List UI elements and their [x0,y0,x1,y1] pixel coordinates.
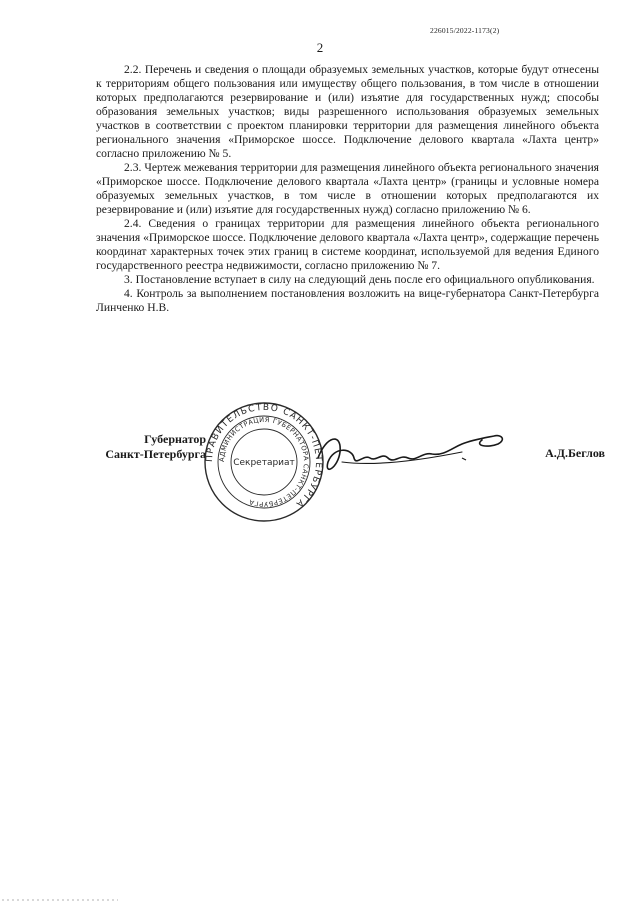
seal-center-text: Секретариат [233,458,295,468]
scan-edge-mark [0,897,120,903]
signatory-title [96,432,206,462]
seal-inner-text: АДМИНИСТРАЦИЯ ГУБЕРНАТОРА САНКТ-ПЕТЕРБУРГА [217,415,311,509]
signatory-title-line2: Санкт-Петербурга [105,447,206,461]
document-body [96,63,599,315]
paragraph-2-2: 2.2. Перечень и сведения о площади образуемых земельных участков, которые будут отнесены к территориям общего пользования или имуществу общего пользования, в том числе в отношении которых предполагаются резервирование и (или) изъятие для государственных нужд; способы образования земельных участков; виды разрешенного использования образуемых земельных участков в соответствии с проектом планировки территории для размещения линейного объекта регионального значения «Приморское шоссе. Подключение делового квартала «Лахта центр» согласно приложению № 5. [96,63,599,160]
signatory-name: А.Д.Беглов [545,446,605,460]
official-seal [202,400,326,524]
handwritten-signature [312,418,512,488]
document-registration-number: 226015/2022-1173(2) [430,26,500,35]
signatory-title-line1: Губернатор [144,432,206,446]
paragraph-4: 4. Контроль за выполнением постановления возложить на вице-губернатора Санкт-Петербурга Линченко Н.В. [96,287,599,314]
page-number: 2 [316,40,324,55]
paragraph-2-4: 2.4. Сведения о границах территории для размещения линейного объекта регионального значения «Приморское шоссе. Подключение делового квартала «Лахта центр», содержащие перечень координат характерных точек этих границ в системе координат, используемой для ведения Единого государственного реестра недвижимости, согласно приложению № 7. [96,217,599,272]
paragraph-3: 3. Постановление вступает в силу на следующий день после его официального опубликования. [124,273,595,286]
paragraph-2-3: 2.3. Чертеж межевания территории для размещения линейного объекта регионального значения «Приморское шоссе. Подключение делового квартала «Лахта центр» (границы и условные номера образуемых земельных участков, в том числе в отношении которых предполагаются их резервирование и (или) изъятие для государственных нужд) согласно приложению № 6. [96,161,599,216]
seal-outer-text: ПРАВИТЕЛЬСТВО САНКТ-ПЕТЕРБУРГА [204,402,324,510]
